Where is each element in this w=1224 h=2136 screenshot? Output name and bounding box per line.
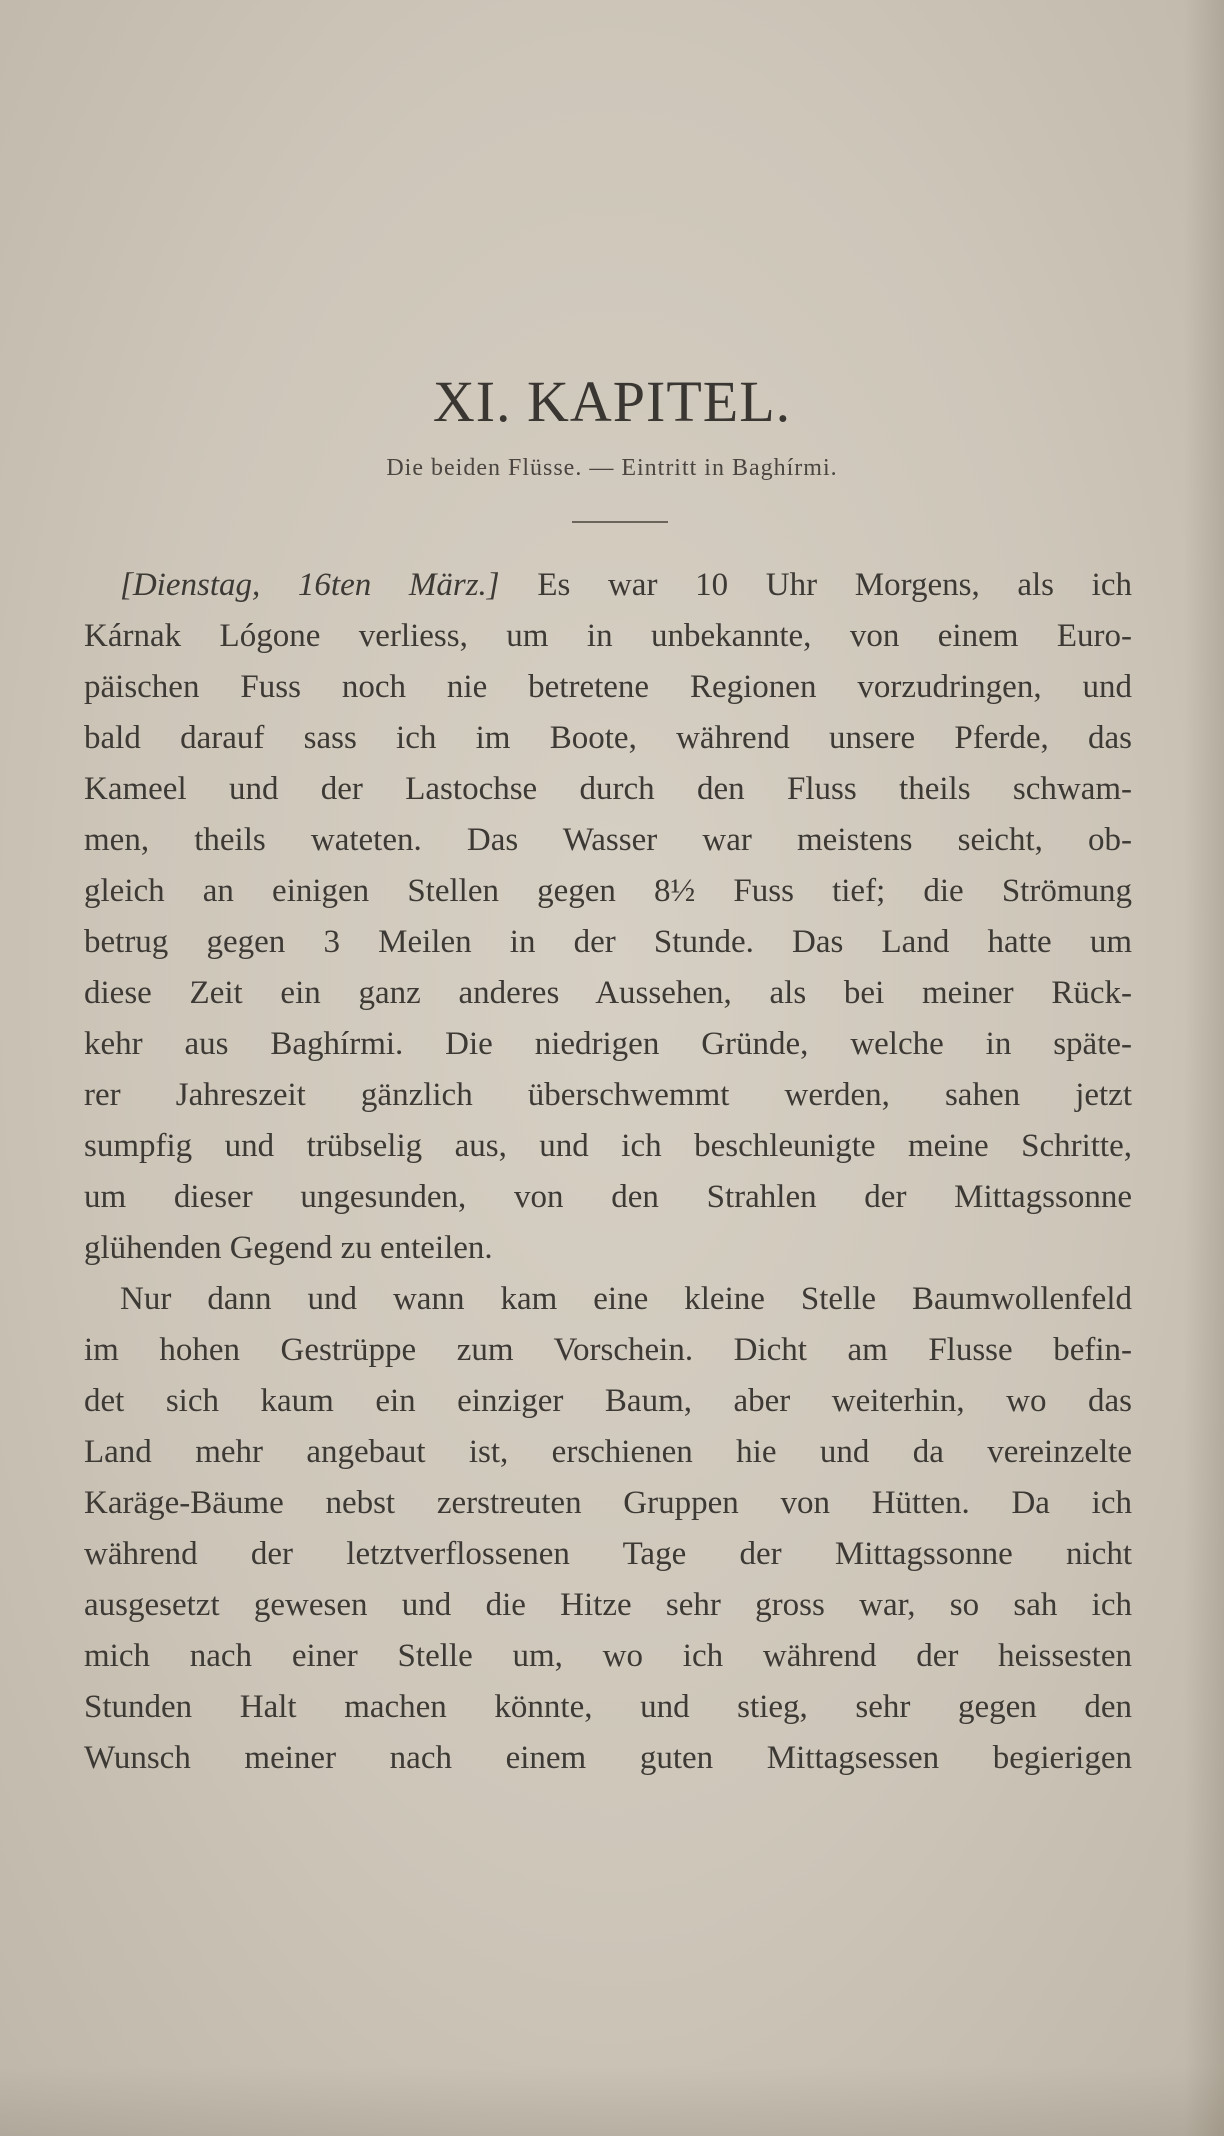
page-edge-shadow <box>1184 0 1224 2136</box>
text-line: diese Zeit ein ganz anderes Aussehen, als bei meiner Rück- <box>84 975 1132 1011</box>
text-line: men, theils wateten. Das Wasser war meistens seicht, ob- <box>84 822 1132 858</box>
text-line: gleich an einigen Stellen gegen 8½ Fuss tief; die Strömung <box>84 873 1132 909</box>
text-line: bald darauf sass ich im Boote, während unsere Pferde, das <box>84 720 1132 756</box>
text-line: det sich kaum ein einziger Baum, aber weiterhin, wo das <box>84 1383 1132 1419</box>
chapter-title: XI. KAPITEL. <box>432 369 792 434</box>
text-line: Land mehr angebaut ist, erschienen hie und da vereinzelte <box>84 1434 1132 1470</box>
text-line: glühenden Gegend zu enteilen. <box>84 1230 493 1266</box>
text-line: Kameel und der Lastochse durch den Fluss theils schwam- <box>84 771 1132 807</box>
text-line: sumpfig und trübselig aus, und ich beschleunigte meine Schritte, <box>84 1128 1132 1164</box>
text-line: Nur dann und wann kam eine kleine Stelle Baumwollenfeld <box>120 1281 1132 1317</box>
text-line: ausgesetzt gewesen und die Hitze sehr gross war, so sah ich <box>84 1587 1132 1623</box>
text-line: um dieser ungesunden, von den Strahlen der Mittagssonne <box>84 1179 1132 1215</box>
text-line: während der letztverflossenen Tage der Mittagssonne nicht <box>84 1536 1132 1572</box>
text-line: kehr aus Baghírmi. Die niedrigen Gründe, welche in späte- <box>84 1026 1132 1062</box>
text-line: mich nach einer Stelle um, wo ich während der heissesten <box>84 1638 1132 1674</box>
text-line: [Dienstag, 16ten März.] Es war 10 Uhr Morgens, als ich <box>120 567 1132 603</box>
text-line: im hohen Gestrüppe zum Vorschein. Dicht am Flusse befin- <box>84 1332 1132 1368</box>
text-line: betrug gegen 3 Meilen in der Stunde. Das Land hatte um <box>84 924 1132 960</box>
section-divider <box>572 521 668 523</box>
text-line: Wunsch meiner nach einem guten Mittagsessen begierigen <box>84 1740 1132 1776</box>
text-line: Stunden Halt machen könnte, und stieg, sehr gegen den <box>84 1689 1132 1725</box>
text-line: rer Jahreszeit gänzlich überschwemmt werden, sahen jetzt <box>84 1077 1132 1113</box>
body-text <box>84 560 1132 1784</box>
chapter-subtitle: Die beiden Flüsse. — Eintritt in Baghírmi. <box>386 455 838 481</box>
date-prefix: [Dienstag, 16ten März.] <box>120 567 500 603</box>
text-line: Karäge-Bäume nebst zerstreuten Gruppen von Hütten. Da ich <box>84 1485 1132 1521</box>
text-line: päischen Fuss noch nie betretene Regionen vorzudringen, und <box>84 669 1132 705</box>
text-line: Kárnak Lógone verliess, um in unbekannte, von einem Euro- <box>84 618 1132 654</box>
page-bottom-shadow <box>0 2066 1224 2136</box>
